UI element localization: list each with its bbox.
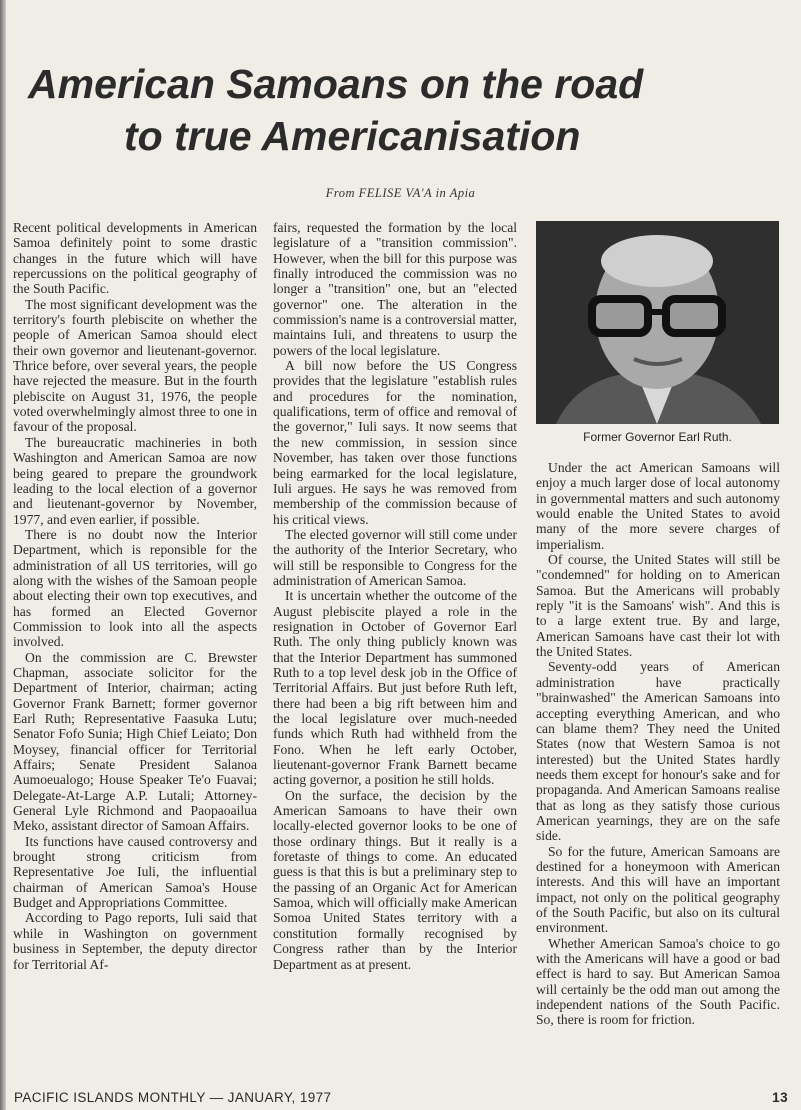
paragraph: So for the future, American Samoans are destined for a honeymoon with American interests. And this will have an important impact, not only on the political geography of the South Pacific, but also on its cultural environment. xyxy=(536,843,780,936)
paragraph: A bill now before the US Congress provides that the legislature "establish rules and procedures for the nomination, qualifications, term of office and removal of the governor," Iuli says. It now seems that the new commission, in session since November, has taken over those functions being earmarked for the local legislature, Iuli argues. He says he was removed from membership of the commission because of his critical views. xyxy=(273,358,517,527)
portrait-photo xyxy=(536,221,779,424)
headline xyxy=(28,58,788,162)
column-2 xyxy=(273,220,517,972)
paragraph: There is no doubt now the Interior Department, which is reponsible for the administration of all US territories, will go along with the wishes of the Samoan people about electing their own top executives, and has formed an Elected Governor Commission to look into all the aspects involved. xyxy=(13,526,257,650)
headline-line-1: American Samoans on the road xyxy=(28,61,644,107)
portrait-illustration xyxy=(536,221,779,424)
paragraph: Its functions have caused controversy and brought strong criticism from Representative Joe Iuli, the influential chairman of American Samoa's House Budget and Appropriations Committee. xyxy=(13,833,257,911)
paragraph: The elected governor will still come under the authority of the Interior Secretary, who will still be responsible to Congress for the administration of American Samoa. xyxy=(273,526,517,588)
paragraph: It is uncertain whether the outcome of the August plebiscite played a role in the resignation in October of Governor Earl Ruth. The only thing publicly known was that the Interior Department has summoned Ruth to a top level desk job in the Office of Territorial Affairs. But just before Ruth left, there had been a big rift between him and the local legislature over much-needed funds which Ruth had withheld from the Fono. When he left early October, lieutenant-governor Frank Barnett became acting governor, a position he still holds. xyxy=(273,588,517,788)
paragraph: Of course, the United States will still be "condemned" for holding on to American Samoa. But the Americans will probably reply "it is the Samoans' wish". And this is to a large extent true. By and large, American Samoans have cast their lot with the United States. xyxy=(536,552,780,660)
publication-line: PACIFIC ISLANDS MONTHLY — JANUARY, 1977 xyxy=(14,1090,332,1105)
headline-line-2: to true Americanisation xyxy=(124,113,581,159)
paragraph: Recent political developments in American Samoa definitely point to some drastic changes in the future which will have repercussions on the political geography of the South Pacific. xyxy=(13,220,257,297)
column-1 xyxy=(13,220,257,972)
page-number: 13 xyxy=(772,1090,788,1105)
paragraph: According to Pago reports, Iuli said that while in Washington on government business in September, the deputy director for Territorial Af- xyxy=(13,910,257,972)
page-binding-edge xyxy=(0,0,6,1110)
paragraph: Under the act American Samoans will enjoy a much larger dose of local autonomy in governmental matters and such autonomy would enable the United States to avoid many of the more severe charges of imperialism. xyxy=(536,460,780,552)
photo-caption: Former Governor Earl Ruth. xyxy=(583,430,732,444)
paragraph: Seventy-odd years of American administration have practically "brainwashed" the American Samoans into accepting everything American, and who can blame them? They need the United States (now that Western Samoa is not interested) but the United States hardly needs them except for honour's sake and for propaganda. And American Samoans realise that as long as they satisfy those curious American yearnings, they are on the safe side. xyxy=(536,659,780,844)
byline: From FELISE VA'A in Apia xyxy=(325,186,476,200)
paragraph: Whether American Samoa's choice to go with the Americans will have a good or bad effect is hard to say. But American Samoa will certainly be the odd man out among the independent nations of the South Pacific. So, there is room for friction. xyxy=(536,935,780,1028)
page-footer xyxy=(14,1090,794,1105)
paragraph: The most significant development was the territory's fourth plebiscite on whether the people of American Samoa should elect their own governor and lieutenant-governor. Thrice before, over several years, the people have rejected the measure. But in the fourth plebiscite on August 31, 1976, the people voted overwhelmingly almost three to one in favour of the proposal. xyxy=(13,296,257,435)
paragraph: On the commission are C. Brewster Chapman, associate solicitor for the Department of Interior, chairman; acting Governor Frank Barnett; former governor Earl Ruth; Representative Faasuka Lutu; Senator Fofo Sunia; High Chief Leiato; Don Moysey, financial officer for Territorial Affairs; Senate President Salanoa Aumoeualogo; House Speaker Te'o Fuavai; Delegate-At-Large A.P. Lutali; Attorney-General Lyle Richmond and Paopaoailua Meko, assistant director of Samoan Affairs. xyxy=(13,649,257,834)
paragraph: The bureaucratic machineries in both Washington and American Samoa are now being geared to prepare the groundwork leading to the local election of a governor and lieutenant-governor by November, 1977, and even earlier, if possible. xyxy=(13,434,257,527)
paragraph: On the surface, the decision by the American Samoans to have their own locally-elected governor looks to be one of those ordinary things. But it really is a foretaste of things to come. An educated guess is that this is but a preliminary step to the passing of an Organic Act for American Samoa, which will officially make American Somoa United States territory with a constitution formally recognised by Congress rather than by the Interior Department as at present. xyxy=(273,787,517,972)
paragraph: fairs, requested the formation by the local legislature of a "transition commission". However, when the bill for this purpose was finally introduced the commission was no longer a "transition" one, but an "elected governor" one. The alteration in the commission's name is a controversial matter, maintains Iuli, and threatens to usurp the powers of the local legislature. xyxy=(273,220,517,358)
column-3 xyxy=(536,460,780,1028)
